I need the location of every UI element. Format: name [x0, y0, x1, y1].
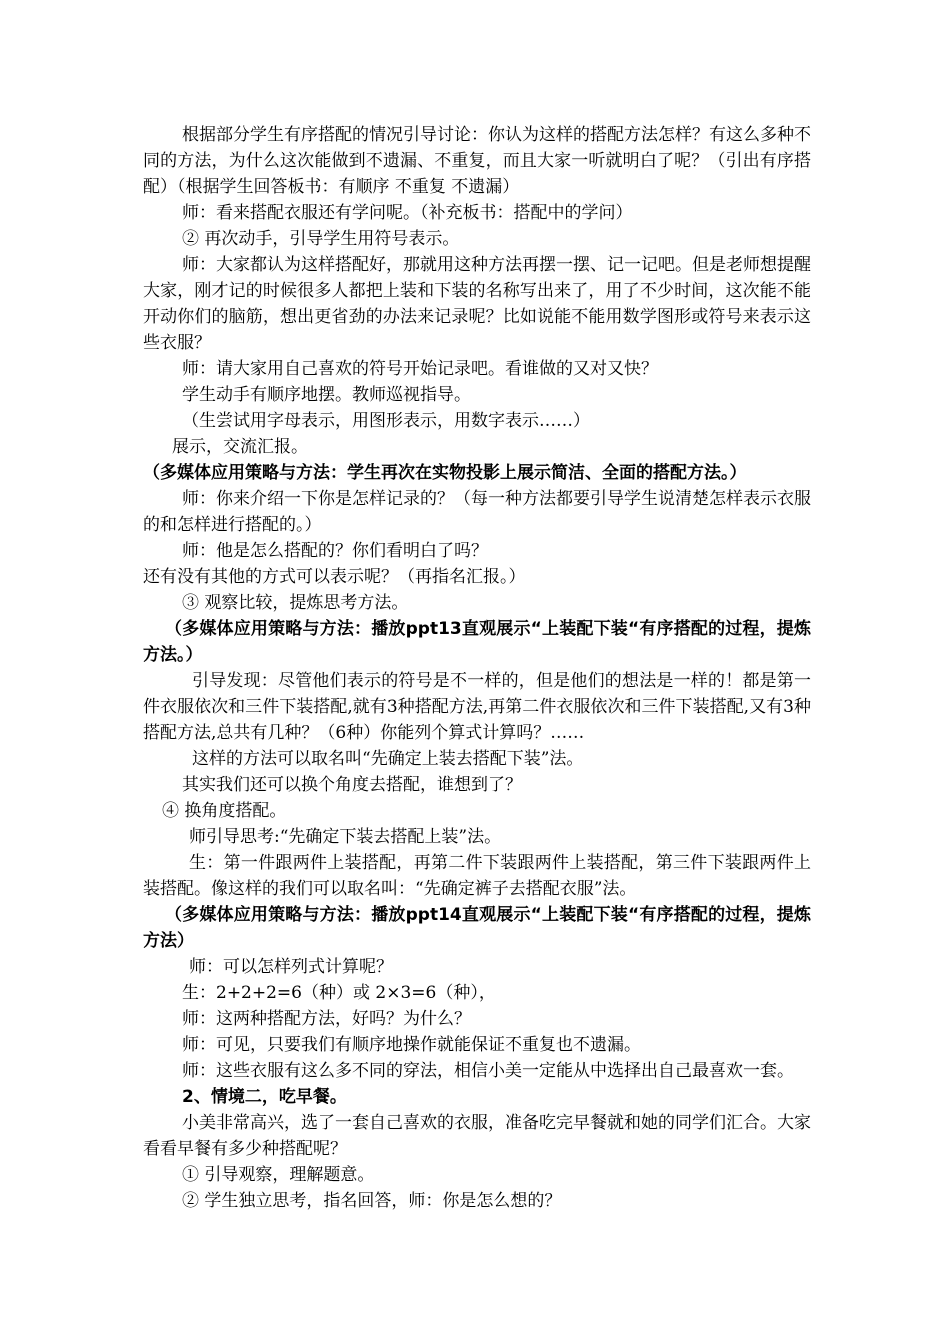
paragraph-teacher-formula: 师：可以怎样列式计算呢？ — [189, 957, 393, 977]
paragraph-other-ways: 还有没有其他的方式可以表示呢？（再指名汇报。） — [143, 567, 526, 587]
paragraph-breakfast-intro: 小美非常高兴，选了一套自己喜欢的衣服，准备吃完早餐就和她的同学们汇合。大家看看早餐有多少种搭配呢？ — [143, 1113, 811, 1159]
paragraph-discussion: 根据部分学生有序搭配的情况引导讨论：你认为这样的搭配方法怎样？有这么多种不同的方法，为什么这次能做到不遗漏、不重复，而且大家一听就明白了呢？（引出有序搭配）（根据学生回答板书：有顺序 不重复 不遗漏） — [143, 125, 811, 197]
paragraph-step-2: ② 再次动手，引导学生用符号表示。 — [182, 229, 460, 249]
paragraph-teacher-choose: 师：这些衣服有这么多不同的穿法，相信小美一定能从中选择出自己最喜欢一套。 — [182, 1061, 794, 1081]
paragraph-another-angle: 其实我们还可以换个角度去搭配，谁想到了？ — [182, 775, 522, 795]
document-body — [143, 122, 811, 1214]
paragraph-teacher-conclusion: 师：可见，只要我们有顺序地操作就能保证不重复也不遗漏。 — [182, 1035, 641, 1055]
paragraph-teacher-board: 师：看来搭配衣服还有学问呢。（补充板书：搭配中的学问） — [182, 203, 633, 223]
paragraph-students-arrange: 学生动手有顺序地摆。教师巡视指导。 — [182, 385, 471, 405]
paragraph-media-strategy-3: （多媒体应用策略与方法：播放ppt14直观展示“上装配下装“有序搭配的过程，提炼方法） — [143, 905, 811, 951]
paragraph-guide-discovery: 引导发现：尽管他们表示的符号是不一样的，但是他们的想法是一样的！都是第一件衣服依次和三件下装搭配,就有3种搭配方法,再第二件衣服依次和三件下装搭配,又有3种搭配方法,总共有几种？（6种）你能列个算式计算吗？…… — [143, 671, 811, 743]
paragraph-step-4: ④ 换角度搭配。 — [162, 801, 287, 821]
paragraph-student-answer: 生：第一件跟两件上装搭配，再第二件下装跟两件上装搭配，第三件下装跟两件上装搭配。像这样的我们可以取名叫：“先确定裤子去搭配衣服”法。 — [143, 853, 811, 899]
paragraph-teacher-introduce: 师：你来介绍一下你是怎样记录的？（每一种方法都要引导学生说清楚怎样表示衣服的和怎样进行搭配的。） — [143, 489, 811, 535]
paragraph-present: 展示，交流汇报。 — [172, 437, 308, 457]
paragraph-teacher-question: 师：他是怎么搭配的？你们看明白了吗？ — [182, 541, 488, 561]
paragraph-teacher-why: 师：这两种搭配方法，好吗？为什么？ — [182, 1009, 471, 1029]
paragraph-teacher-guide: 师引导思考:“先确定下装去搭配上装”法。 — [189, 827, 502, 847]
section-heading-breakfast: 2、情境二，吃早餐。 — [182, 1087, 347, 1107]
paragraph-teacher-symbols: 师：大家都认为这样搭配好，那就用这种方法再摆一摆、记一记吧。但是老师想提醒大家，刚才记的时候很多人都把上装和下装的名称写出来了，用了不少时间，这次能不能开动你们的脑筋，想出更省劲的办法来记录呢？比如说能不能用数学图形或符号来表示这些衣服？ — [143, 255, 811, 353]
paragraph-breakfast-step-2: ② 学生独立思考，指名回答，师：你是怎么想的？ — [182, 1191, 562, 1211]
paragraph-breakfast-step-1: ① 引导观察，理解题意。 — [182, 1165, 375, 1185]
paragraph-media-strategy-1: （多媒体应用策略与方法：学生再次在实物投影上展示简洁、全面的搭配方法。） — [143, 463, 747, 483]
paragraph-teacher-record: 师：请大家用自己喜欢的符号开始记录吧。看谁做的又对又快？ — [182, 359, 658, 379]
paragraph-method-name-1: 这样的方法可以取名叫“先确定上装去搭配下装”法。 — [192, 749, 584, 769]
paragraph-student-formula: 生：2+2+2=6（种）或 2×3=6（种）， — [182, 983, 496, 1003]
paragraph-students-try: （生尝试用字母表示，用图形表示，用数字表示……） — [182, 411, 590, 431]
paragraph-step-3: ③ 观察比较，提炼思考方法。 — [182, 593, 409, 613]
paragraph-media-strategy-2: （多媒体应用策略与方法：播放ppt13直观展示“上装配下装“有序搭配的过程，提炼方法。） — [143, 619, 811, 665]
